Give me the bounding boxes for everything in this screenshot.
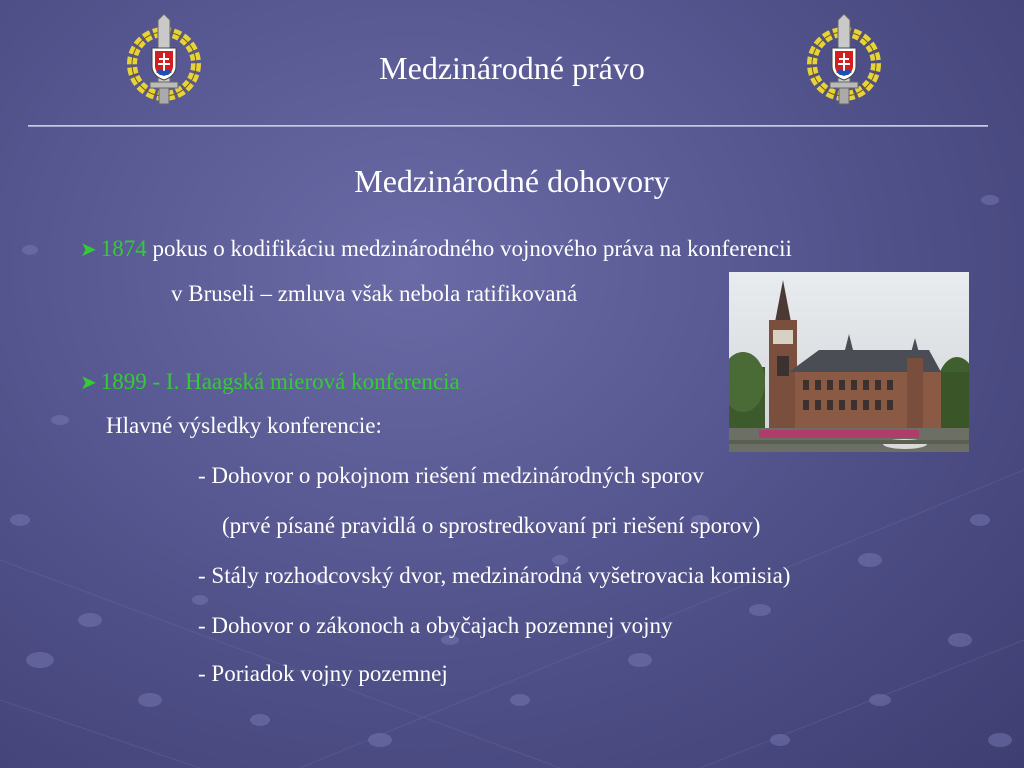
section-title: Medzinárodné dohovory [354, 163, 670, 199]
result-item: - Dohovor o zákonoch a obyčajach pozemnej vojny [198, 613, 673, 638]
result-item: - Stály rozhodcovský dvor, medzinárodná vyšetrovacia komisia) [198, 563, 791, 588]
slide-title: Medzinárodné právo [379, 50, 645, 86]
peace-palace-photo [729, 272, 969, 452]
result-item: (prvé písané pravidlá o sprostredkovaní pri riešení sporov) [222, 513, 761, 538]
arrow-bullet-icon: ➤ [80, 239, 97, 261]
bullet-1874 [80, 234, 792, 265]
bullet-1899 [80, 367, 460, 398]
bullet-year: 1874 [100, 236, 147, 261]
title-divider [28, 125, 988, 127]
arrow-bullet-icon: ➤ [80, 372, 97, 394]
result-item: - Poriadok vojny pozemnej [198, 661, 448, 686]
military-emblem-icon [124, 14, 204, 110]
bullet-title: 1899 - I. Haagská mierová konferencia [100, 369, 460, 394]
bullet-text: pokus o kodifikáciu medzinárodného vojnového práva na konferencii [152, 236, 792, 261]
results-heading: Hlavné výsledky konferencie: [106, 413, 382, 438]
bullet-continuation: v Bruseli – zmluva však nebola ratifikovaná [171, 281, 578, 306]
result-item: - Dohovor o pokojnom riešení medzinárodných sporov [198, 463, 704, 488]
military-emblem-icon [804, 14, 884, 110]
